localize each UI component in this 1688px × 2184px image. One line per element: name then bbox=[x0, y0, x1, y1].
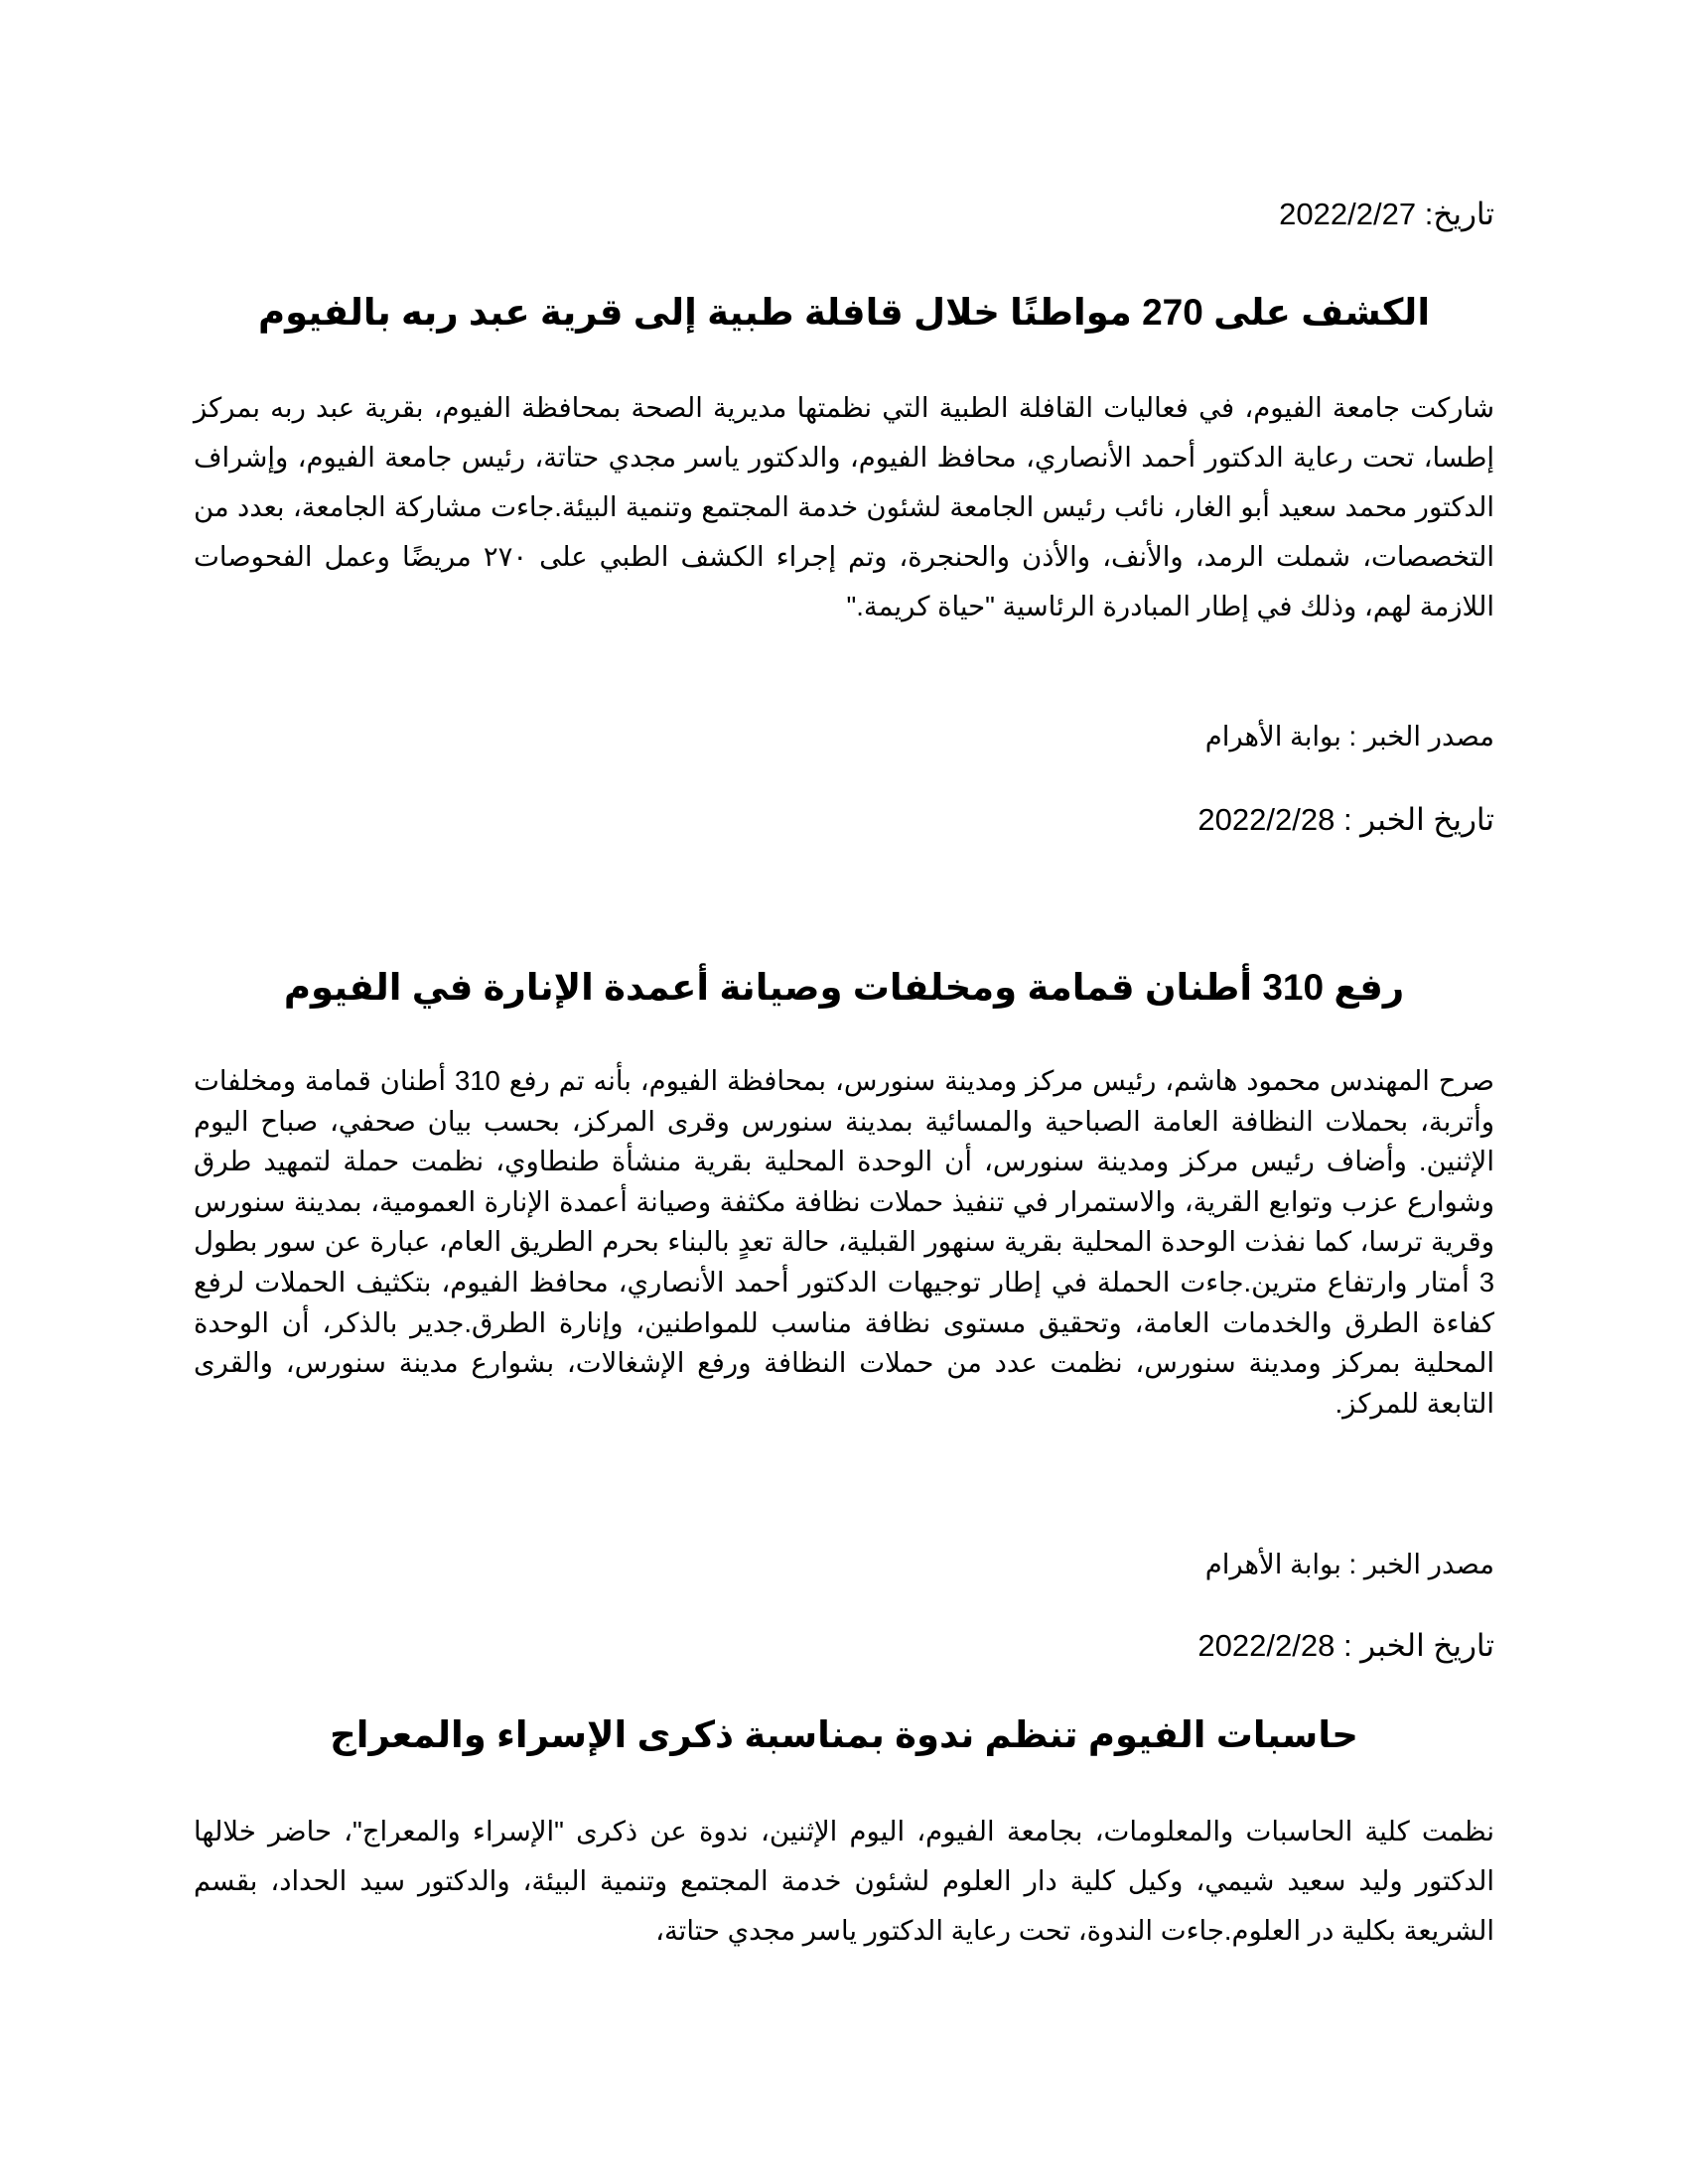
article-2-source: مصدر الخبر : بوابة الأهرام bbox=[1204, 1549, 1494, 1579]
article-3-title: حاسبات الفيوم تنظم ندوة بمناسبة ذكرى الإسراء والمعراج bbox=[330, 1714, 1358, 1755]
document-date: تاريخ: 2022/2/27 bbox=[1279, 197, 1494, 231]
article-1-source: مصدر الخبر : بوابة الأهرام bbox=[1204, 721, 1494, 751]
article-1-title: الكشف على 270 مواطنًا خلال قافلة طبية إلى قرية عبد ربه بالفيوم bbox=[257, 292, 1431, 333]
article-2-news-date: تاريخ الخبر : 2022/2/28 bbox=[1197, 1628, 1494, 1663]
article-2-body: صرح المهندس محمود هاشم، رئيس مركز ومدينة سنورس، بمحافظة الفيوم، بأنه تم رفع 310 أطنان قمامة ومخلفات وأتربة، بحملات النظافة العامة الصباحية والمسائية بمدينة سنورس وقرى المركز، بحسب بيان صحفي، صباح اليوم الإثنين. وأضاف رئيس مركز ومدينة سنورس، أن الوحدة المحلية بقرية منشأة طنطاوي، نظمت حملة لتمهيد طرق وشوارع عزب وتوابع القرية، والاستمرار في تنفيذ حملات نظافة مكثفة وصيانة أعمدة الإنارة العمومية، بمدينة سنورس وقرية ترسا، كما نفذت الوحدة المحلية بقرية سنهور القبلية، حالة تعدٍ بالبناء بحرم الطريق العام، عبارة عن سور بطول 3 أمتار وارتفاع مترين.جاءت الحملة في إطار توجيهات الدكتور أحمد الأنصاري، محافظ الفيوم، بتكثيف الحملات لرفع كفاءة الطرق والخدمات العامة، وتحقيق مستوى نظافة مناسب للمواطنين، وإنارة الطرق.جدير بالذكر، أن الوحدة المحلية بمركز ومدينة سنورس، نظمت عدد من حملات النظافة ورفع الإشغالات، بشوارع مدينة سنورس، والقرى التابعة للمركز. bbox=[194, 1065, 1494, 1419]
document-page bbox=[194, 0, 1494, 2184]
article-2-title: رفع 310 أطنان قمامة ومخلفات وصيانة أعمدة الإنارة في الفيوم bbox=[283, 967, 1405, 1008]
article-3-body: نظمت كلية الحاسبات والمعلومات، بجامعة الفيوم، اليوم الإثنين، ندوة عن ذكرى "الإسراء والمعراج"، حاضر خلالها الدكتور وليد سعيد شيمي، وكيل كلية دار العلوم لشئون خدمة المجتمع وتنمية البيئة، والدكتور سيد الحداد، بقسم الشريعة بكلية در العلوم.جاءت الندوة، تحت رعاية الدكتور ياسر مجدي حتاتة، bbox=[194, 1816, 1494, 1946]
article-1-body: شاركت جامعة الفيوم، في فعاليات القافلة الطبية التي نظمتها مديرية الصحة بمحافظة الفيوم، بقرية عبد ربه بمركز إطسا، تحت رعاية الدكتور أحمد الأنصاري، محافظ الفيوم، والدكتور ياسر مجدي حتاتة، رئيس جامعة الفيوم، وإشراف الدكتور محمد سعيد أبو الغار، نائب رئيس الجامعة لشئون خدمة المجتمع وتنمية البيئة.جاءت مشاركة الجامعة، بعدد من التخصصات، شملت الرمد، والأنف، والأذن والحنجرة، وتم إجراء الكشف الطبي على ٢٧٠ مريضًا وعمل الفحوصات اللازمة لهم، وذلك في إطار المبادرة الرئاسية "حياة كريمة." bbox=[194, 392, 1494, 621]
article-1-news-date: تاريخ الخبر : 2022/2/28 bbox=[1197, 802, 1494, 837]
